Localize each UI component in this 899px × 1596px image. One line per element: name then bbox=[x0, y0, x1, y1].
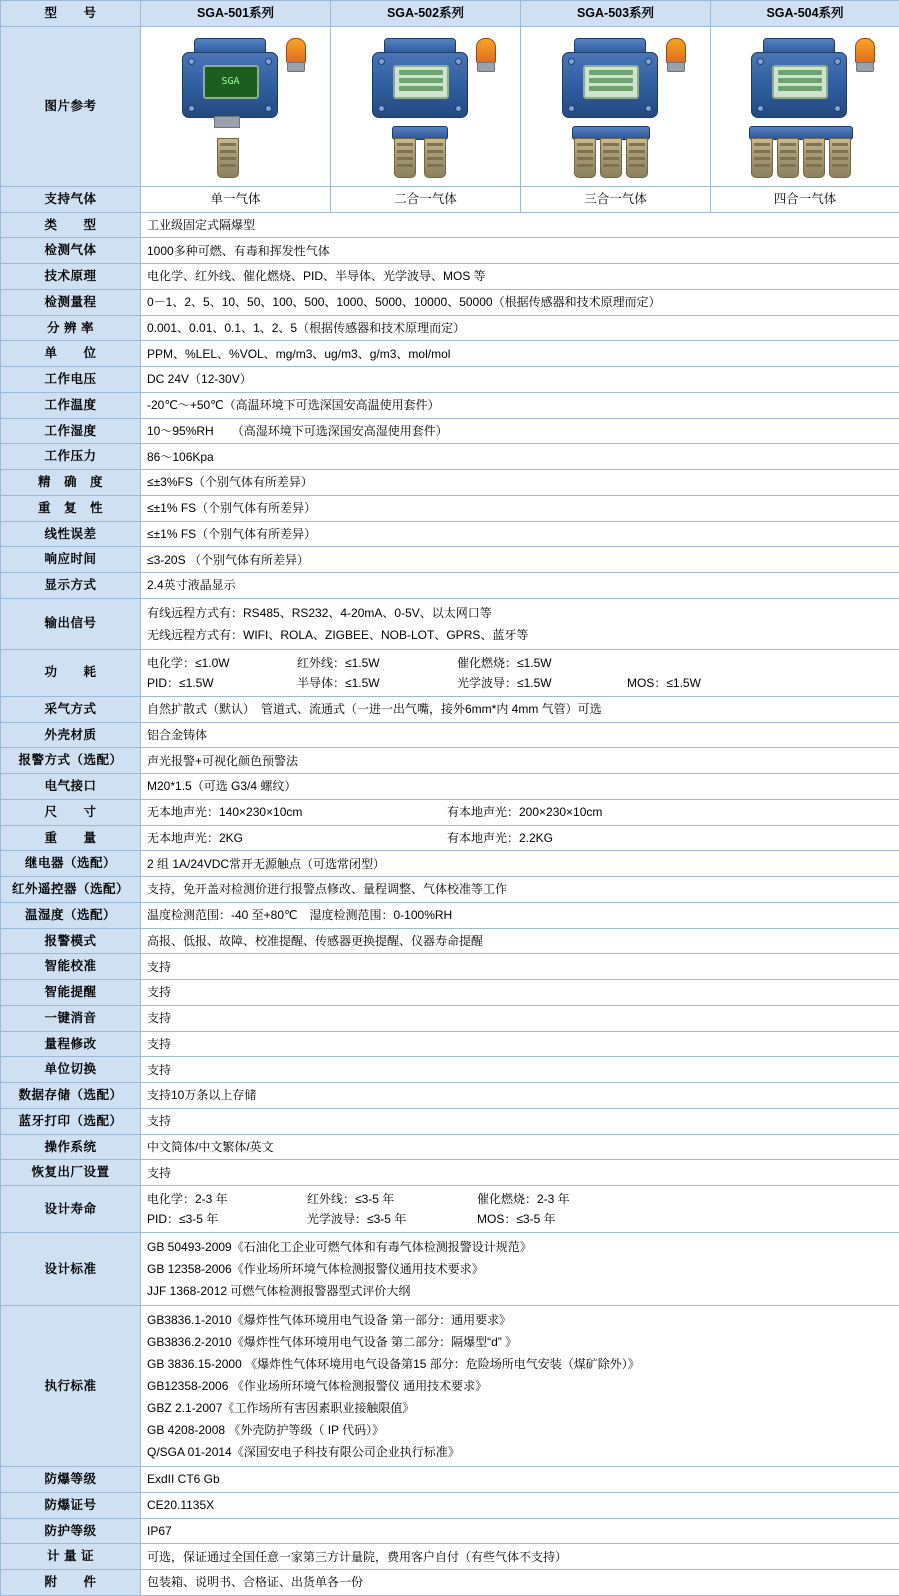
row-value-ir-remote: 支持，免开盖对检测价进行报警点修改、量程调整、气体校准等工作 bbox=[141, 877, 899, 903]
row-label-range-modify: 量程修改 bbox=[1, 1031, 141, 1057]
row-value-ex-rating: ExdII CT6 Gb bbox=[141, 1467, 899, 1493]
row-label-image-reference: 图片参考 bbox=[1, 26, 141, 186]
model-header-501: SGA-501系列 bbox=[141, 1, 331, 27]
row-value-one-key-mute: 支持 bbox=[141, 1005, 899, 1031]
row-value-smart-reminder: 支持 bbox=[141, 980, 899, 1006]
sensor-probe bbox=[803, 138, 825, 178]
row-label-display: 显示方式 bbox=[1, 573, 141, 599]
power-catalytic: 催化燃烧：≤1.5W bbox=[457, 654, 627, 672]
product-image-501 bbox=[141, 26, 331, 186]
row-value-type: 工业级固定式隔爆型 bbox=[141, 212, 899, 238]
alarm-lamp-icon bbox=[476, 38, 496, 64]
table-row-display bbox=[1, 573, 899, 599]
detector-body bbox=[562, 52, 658, 118]
table-row-supported-gas bbox=[1, 186, 899, 212]
gas-detector-illustration-501 bbox=[152, 30, 320, 182]
product-image-504 bbox=[711, 26, 899, 186]
sensor-probe bbox=[751, 138, 773, 178]
row-label-detected-gas: 检测气体 bbox=[1, 238, 141, 264]
row-value-resolution: 0.001、0.01、0.1、1、2、5（根据传感器和技术原理而定） bbox=[141, 315, 899, 341]
row-label-smart-calibration: 智能校准 bbox=[1, 954, 141, 980]
row-value-range-modify: 支持 bbox=[141, 1031, 899, 1057]
row-value-detected-gas: 1000多种可燃、有毒和挥发性气体 bbox=[141, 238, 899, 264]
power-optical-waveguide: 光学波导：≤1.5W bbox=[457, 674, 627, 692]
row-value-voltage: DC 24V（12-30V） bbox=[141, 367, 899, 393]
row-label-temp-humidity-option: 温湿度（选配） bbox=[1, 902, 141, 928]
table-row-os bbox=[1, 1134, 899, 1160]
row-label-power: 功 耗 bbox=[1, 649, 141, 696]
detector-body bbox=[372, 52, 468, 118]
table-row-one-key-mute bbox=[1, 1005, 899, 1031]
gas-detector-illustration-502 bbox=[342, 30, 510, 182]
table-row-accuracy bbox=[1, 470, 899, 496]
alarm-lamp-base bbox=[856, 62, 874, 72]
row-value-design-life bbox=[141, 1186, 899, 1233]
design-standard-item: GB 50493-2009《石油化工企业可燃气体和有毒气体检测报警设计规范》 bbox=[147, 1236, 893, 1258]
row-label-design-life: 设计寿命 bbox=[1, 1186, 141, 1233]
life-optical-waveguide: 光学波导：≤3-5 年 bbox=[307, 1210, 477, 1228]
table-row-smart-calibration bbox=[1, 954, 899, 980]
sensor-probe bbox=[600, 138, 622, 178]
alarm-lamp-icon bbox=[855, 38, 875, 64]
row-value-humidity: 10～95%RH （高湿环境下可选深国安高湿使用套件） bbox=[141, 418, 899, 444]
table-row-unit-switch bbox=[1, 1057, 899, 1083]
table-row-alarm-mode bbox=[1, 928, 899, 954]
row-label-temperature: 工作温度 bbox=[1, 392, 141, 418]
table-row-images bbox=[1, 26, 899, 186]
row-label-unit: 单 位 bbox=[1, 341, 141, 367]
row-value-pressure: 86～106Kpa bbox=[141, 444, 899, 470]
life-mos: MOS：≤3-5 年 bbox=[477, 1210, 647, 1228]
row-label-range: 检测量程 bbox=[1, 289, 141, 315]
row-label-response-time: 响应时间 bbox=[1, 547, 141, 573]
table-row-design-standard bbox=[1, 1233, 899, 1306]
row-value-weight bbox=[141, 825, 899, 851]
table-row-relay bbox=[1, 851, 899, 877]
table-row-smart-reminder bbox=[1, 980, 899, 1006]
table-row-electrical-interface bbox=[1, 774, 899, 800]
table-row-response-time bbox=[1, 547, 899, 573]
row-label-technology: 技术原理 bbox=[1, 264, 141, 290]
table-row-ex-rating bbox=[1, 1467, 899, 1493]
model-header-504: SGA-504系列 bbox=[711, 1, 899, 27]
sensor-probe bbox=[394, 138, 416, 178]
weight-without-alarm: 无本地声光：2KG bbox=[147, 829, 447, 847]
table-row-temp-humidity-option bbox=[1, 902, 899, 928]
row-label-size: 尺 寸 bbox=[1, 799, 141, 825]
row-label-resolution: 分 辨 率 bbox=[1, 315, 141, 341]
table-row-linearity bbox=[1, 521, 899, 547]
row-value-unit-switch: 支持 bbox=[141, 1057, 899, 1083]
table-row-factory-reset bbox=[1, 1160, 899, 1186]
table-row-temperature bbox=[1, 392, 899, 418]
table-row-design-life bbox=[1, 1186, 899, 1233]
row-label-relay: 继电器（选配） bbox=[1, 851, 141, 877]
alarm-lamp-base bbox=[667, 62, 685, 72]
detector-display bbox=[772, 65, 828, 99]
table-row-voltage bbox=[1, 367, 899, 393]
table-row-size bbox=[1, 799, 899, 825]
model-header-502: SGA-502系列 bbox=[331, 1, 521, 27]
row-label-sampling: 采气方式 bbox=[1, 696, 141, 722]
row-value-data-storage: 支持10万条以上存储 bbox=[141, 1083, 899, 1109]
row-label-accessories: 附 件 bbox=[1, 1570, 141, 1596]
execution-standard-item: GB 4208-2008 《外壳防护等级（ IP 代码）》 bbox=[147, 1419, 893, 1441]
life-catalytic: 催化燃烧：2-3 年 bbox=[477, 1190, 647, 1208]
output-wired: 有线远程方式有：RS485、RS232、4-20mA、0-5V、以太网口等 bbox=[147, 602, 893, 624]
table-row-ex-cert-no bbox=[1, 1492, 899, 1518]
power-semiconductor: 半导体：≤1.5W bbox=[297, 674, 457, 692]
table-row-ir-remote bbox=[1, 877, 899, 903]
execution-standard-item: GB 3836.15-2000 《爆炸性气体环境用电气设备第15 部分：危险场所电气安装（煤矿除外）》 bbox=[147, 1353, 893, 1375]
power-pid: PID：≤1.5W bbox=[147, 674, 297, 692]
design-standard-item: JJF 1368-2012 可燃气体检测报警器型式评价大纲 bbox=[147, 1280, 893, 1302]
table-row-range bbox=[1, 289, 899, 315]
table-row-alarm-type bbox=[1, 748, 899, 774]
row-label-smart-reminder: 智能提醒 bbox=[1, 980, 141, 1006]
table-row-humidity bbox=[1, 418, 899, 444]
row-value-unit: PPM、%LEL、%VOL、mg/m3、ug/m3、g/m3、mol/mol bbox=[141, 341, 899, 367]
table-row-range-modify bbox=[1, 1031, 899, 1057]
row-label-supported-gas: 支持气体 bbox=[1, 186, 141, 212]
row-value-temperature: -20℃～+50℃（高温环境下可选深国安高温使用套件） bbox=[141, 392, 899, 418]
design-standard-item: GB 12358-2006《作业场所环境气体检测报警仪通用技术要求》 bbox=[147, 1258, 893, 1280]
row-label-execution-standard: 执行标准 bbox=[1, 1306, 141, 1467]
row-label-data-storage: 数据存储（选配） bbox=[1, 1083, 141, 1109]
row-label-factory-reset: 恢复出厂设置 bbox=[1, 1160, 141, 1186]
row-label-ex-rating: 防爆等级 bbox=[1, 1467, 141, 1493]
row-value-output-signal bbox=[141, 598, 899, 649]
execution-standard-item: GB3836.1-2010《爆炸性气体环境用电气设备 第一部分：通用要求》 bbox=[147, 1309, 893, 1331]
product-image-502 bbox=[331, 26, 521, 186]
row-label-alarm-type: 报警方式（选配） bbox=[1, 748, 141, 774]
row-label-weight: 重 量 bbox=[1, 825, 141, 851]
row-value-smart-calibration: 支持 bbox=[141, 954, 899, 980]
row-value-size bbox=[141, 799, 899, 825]
row-label-ip-rating: 防护等级 bbox=[1, 1518, 141, 1544]
row-value-factory-reset: 支持 bbox=[141, 1160, 899, 1186]
execution-standard-item: GBZ 2.1-2007《工作场所有害因素职业接触限值》 bbox=[147, 1397, 893, 1419]
row-label-linearity: 线性误差 bbox=[1, 521, 141, 547]
table-row-power bbox=[1, 649, 899, 696]
table-row-output-signal bbox=[1, 598, 899, 649]
row-value-alarm-type: 声光报警+可视化颜色预警法 bbox=[141, 748, 899, 774]
execution-standard-item: GB3836.2-2010《爆炸性气体环境用电气设备 第二部分：隔爆型“d” 》 bbox=[147, 1331, 893, 1353]
row-value-technology: 电化学、红外线、催化燃烧、PID、半导体、光学波导、MOS 等 bbox=[141, 264, 899, 290]
row-label-electrical-interface: 电气接口 bbox=[1, 774, 141, 800]
row-label-os: 操作系统 bbox=[1, 1134, 141, 1160]
sensor-probe bbox=[217, 138, 239, 178]
supported-gas-503: 三合一气体 bbox=[521, 186, 711, 212]
detector-body bbox=[182, 52, 278, 118]
life-pid: PID：≤3-5 年 bbox=[147, 1210, 307, 1228]
row-value-ip-rating: IP67 bbox=[141, 1518, 899, 1544]
power-infrared: 红外线：≤1.5W bbox=[297, 654, 457, 672]
row-label-unit-switch: 单位切换 bbox=[1, 1057, 141, 1083]
alarm-lamp-base bbox=[287, 62, 305, 72]
sensor-probe bbox=[424, 138, 446, 178]
size-with-alarm: 有本地声光：200×230×10cm bbox=[447, 803, 602, 821]
row-label-voltage: 工作电压 bbox=[1, 367, 141, 393]
row-label-type: 类 型 bbox=[1, 212, 141, 238]
model-header-503: SGA-503系列 bbox=[521, 1, 711, 27]
row-label-bluetooth-print: 蓝牙打印（选配） bbox=[1, 1108, 141, 1134]
execution-standard-item: Q/SGA 01-2014《深国安电子科技有限公司企业执行标准》 bbox=[147, 1441, 893, 1463]
sensor-probe bbox=[777, 138, 799, 178]
row-label-humidity: 工作湿度 bbox=[1, 418, 141, 444]
size-without-alarm: 无本地声光：140×230×10cm bbox=[147, 803, 447, 821]
gas-detector-illustration-503 bbox=[532, 30, 700, 182]
detector-body bbox=[751, 52, 847, 118]
execution-standard-item: GB12358-2006 《作业场所环境气体检测报警仪 通用技术要求》 bbox=[147, 1375, 893, 1397]
table-row-resolution bbox=[1, 315, 899, 341]
table-row-type bbox=[1, 212, 899, 238]
table-row-bluetooth-print bbox=[1, 1108, 899, 1134]
output-wireless: 无线远程方式有：WIFI、ROLA、ZIGBEE、NOB-LOT、GPRS、蓝牙等 bbox=[147, 624, 893, 646]
power-electrochemical: 电化学：≤1.0W bbox=[147, 654, 297, 672]
row-label-one-key-mute: 一键消音 bbox=[1, 1005, 141, 1031]
life-infrared: 红外线：≤3-5 年 bbox=[307, 1190, 477, 1208]
display-value: SGA bbox=[205, 67, 257, 97]
row-value-relay: 2 组 1A/24VDC常开无源触点（可选常闭型） bbox=[141, 851, 899, 877]
table-row-sampling bbox=[1, 696, 899, 722]
row-value-temp-humidity-option: 温度检测范围：-40 至+80℃ 湿度检测范围：0-100%RH bbox=[141, 902, 899, 928]
alarm-lamp-icon bbox=[286, 38, 306, 64]
row-label-alarm-mode: 报警模式 bbox=[1, 928, 141, 954]
row-value-accessories: 包装箱、说明书、合格证、出货单各一份 bbox=[141, 1570, 899, 1596]
table-row-data-storage bbox=[1, 1083, 899, 1109]
sensor-probe bbox=[574, 138, 596, 178]
row-label-design-standard: 设计标准 bbox=[1, 1233, 141, 1306]
row-label-model: 型 号 bbox=[1, 1, 141, 27]
row-label-housing: 外壳材质 bbox=[1, 722, 141, 748]
sensor-probe bbox=[626, 138, 648, 178]
table-row-housing bbox=[1, 722, 899, 748]
supported-gas-502: 二合一气体 bbox=[331, 186, 521, 212]
row-label-output-signal: 输出信号 bbox=[1, 598, 141, 649]
detector-neck bbox=[214, 116, 240, 128]
life-electrochemical: 电化学：2-3 年 bbox=[147, 1190, 307, 1208]
row-value-range: 0－1、2、5、10、50、100、500、1000、5000、10000、50000（根据传感器和技术原理而定） bbox=[141, 289, 899, 315]
row-value-os: 中文简体/中文繁体/英文 bbox=[141, 1134, 899, 1160]
row-label-metrology-cert: 计 量 证 bbox=[1, 1544, 141, 1570]
row-value-accuracy: ≤±3%FS（个别气体有所差异） bbox=[141, 470, 899, 496]
table-row-metrology-cert bbox=[1, 1544, 899, 1570]
row-label-ex-cert-no: 防爆证号 bbox=[1, 1492, 141, 1518]
table-row-model bbox=[1, 1, 899, 27]
row-value-electrical-interface: M20*1.5（可选 G3/4 螺纹） bbox=[141, 774, 899, 800]
row-label-pressure: 工作压力 bbox=[1, 444, 141, 470]
weight-with-alarm: 有本地声光：2.2KG bbox=[447, 829, 553, 847]
row-label-repeatability: 重 复 性 bbox=[1, 495, 141, 521]
row-value-linearity: ≤±1% FS（个别气体有所差异） bbox=[141, 521, 899, 547]
row-value-metrology-cert: 可选，保证通过全国任意一家第三方计量院，费用客户自付（有些气体不支持） bbox=[141, 1544, 899, 1570]
table-row-pressure bbox=[1, 444, 899, 470]
table-row-detected-gas bbox=[1, 238, 899, 264]
supported-gas-504: 四合一气体 bbox=[711, 186, 899, 212]
row-value-execution-standard bbox=[141, 1306, 899, 1467]
row-value-response-time: ≤3-20S （个别气体有所差异） bbox=[141, 547, 899, 573]
alarm-lamp-base bbox=[477, 62, 495, 72]
detector-display bbox=[203, 65, 259, 99]
gas-detector-illustration-504 bbox=[721, 30, 889, 182]
table-row-execution-standard bbox=[1, 1306, 899, 1467]
row-value-repeatability: ≤±1% FS（个别气体有所差异） bbox=[141, 495, 899, 521]
alarm-lamp-icon bbox=[666, 38, 686, 64]
row-label-accuracy: 精 确 度 bbox=[1, 470, 141, 496]
detector-display bbox=[393, 65, 449, 99]
table-row-repeatability bbox=[1, 495, 899, 521]
row-value-design-standard bbox=[141, 1233, 899, 1306]
detector-display bbox=[583, 65, 639, 99]
table-row-technology bbox=[1, 264, 899, 290]
row-value-ex-cert-no: CE20.1135X bbox=[141, 1492, 899, 1518]
row-value-display: 2.4英寸液晶显示 bbox=[141, 573, 899, 599]
row-label-ir-remote: 红外遥控器（选配） bbox=[1, 877, 141, 903]
sensor-probe bbox=[829, 138, 851, 178]
table-row-weight bbox=[1, 825, 899, 851]
row-value-sampling: 自然扩散式（默认） 管道式、流通式（一进一出气嘴，接外6mm*内 4mm 气管）可选 bbox=[141, 696, 899, 722]
table-row-ip-rating bbox=[1, 1518, 899, 1544]
row-value-housing: 铝合金铸体 bbox=[141, 722, 899, 748]
row-value-alarm-mode: 高报、低报、故障、校准提醒、传感器更换提醒、仪器寿命提醒 bbox=[141, 928, 899, 954]
table-row-accessories bbox=[1, 1570, 899, 1596]
row-value-power bbox=[141, 649, 899, 696]
row-value-bluetooth-print: 支持 bbox=[141, 1108, 899, 1134]
product-image-503 bbox=[521, 26, 711, 186]
supported-gas-501: 单一气体 bbox=[141, 186, 331, 212]
table-row-unit bbox=[1, 341, 899, 367]
power-mos: MOS：≤1.5W bbox=[627, 674, 701, 692]
